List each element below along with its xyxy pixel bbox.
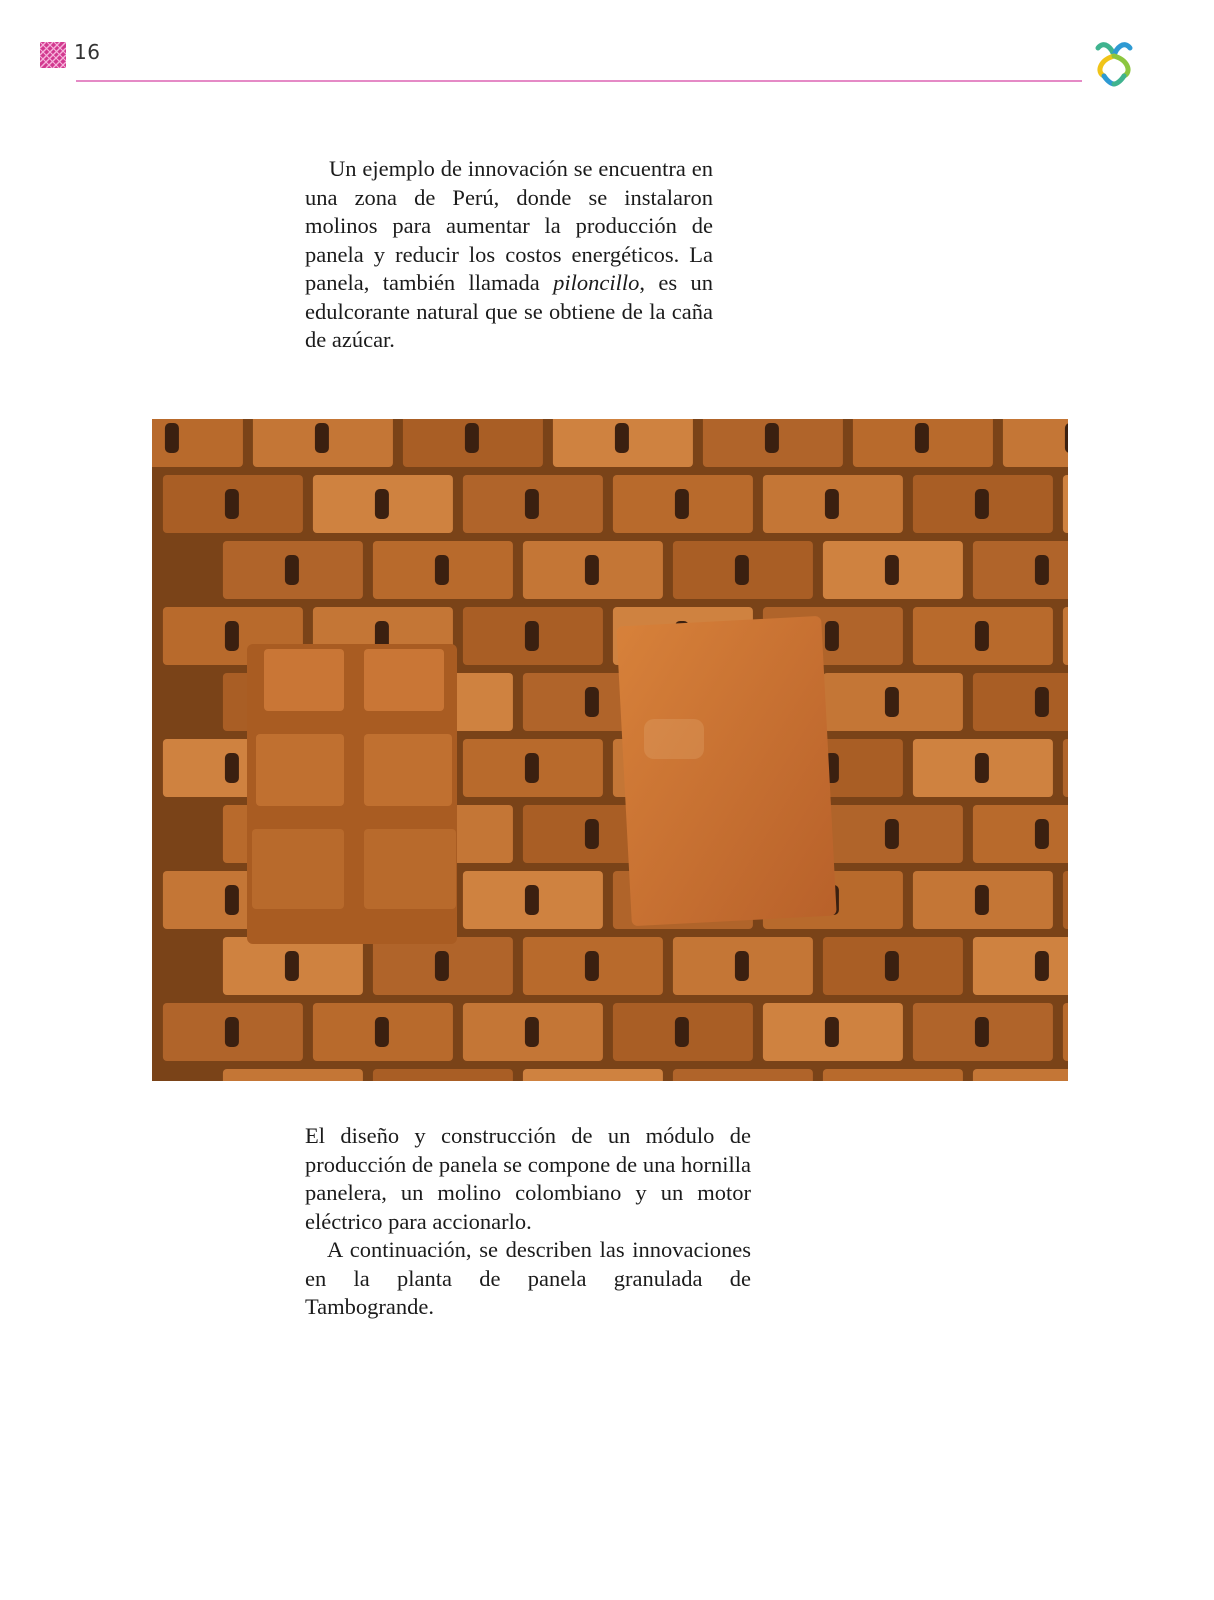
block-notch	[525, 753, 539, 783]
block-notch	[285, 951, 299, 981]
block-notch	[1035, 555, 1049, 585]
panela-block	[1003, 419, 1068, 467]
block-notch	[885, 555, 899, 585]
panela-block	[223, 1069, 363, 1081]
panela-block	[1063, 739, 1068, 797]
pink-pattern-square-icon	[40, 42, 66, 68]
panela-block	[973, 1069, 1068, 1081]
module-description	[305, 1122, 751, 1322]
block-notch	[825, 489, 839, 519]
panela-block	[973, 937, 1068, 995]
block-notch	[585, 819, 599, 849]
panela-block	[823, 1069, 963, 1081]
block-notch	[525, 489, 539, 519]
block-notch	[585, 951, 599, 981]
block-notch	[525, 621, 539, 651]
intro-paragraph	[305, 155, 713, 355]
block-notch	[885, 951, 899, 981]
block-notch	[585, 687, 599, 717]
intro-text-end: , es un edulcorante natural que se obtiene de la caña de azúcar.	[305, 270, 713, 352]
block-notch	[225, 753, 239, 783]
page-number: 16	[74, 40, 101, 64]
block-notch	[735, 555, 749, 585]
block-notch	[675, 489, 689, 519]
block-notch	[825, 621, 839, 651]
panela-block	[523, 1069, 663, 1081]
piloncillo-emphasis: piloncillo	[553, 270, 640, 295]
block-notch	[465, 423, 479, 453]
block-notch	[1035, 687, 1049, 717]
block-notch	[1035, 819, 1049, 849]
block-notch	[375, 1017, 389, 1047]
smooth-panela-block	[616, 616, 836, 926]
block-notch	[975, 753, 989, 783]
block-notch	[285, 555, 299, 585]
block-notch	[885, 819, 899, 849]
block-notch	[615, 423, 629, 453]
block-notch	[1065, 423, 1068, 453]
paragraph-innovations: A continuación, se describen las innovaciones en la planta de panela granulada de Tambogrande.	[305, 1237, 751, 1319]
segmented-panela-block	[247, 644, 457, 944]
block-notch	[735, 951, 749, 981]
block-notch	[315, 423, 329, 453]
block-notch	[225, 621, 239, 651]
panela-block	[1063, 871, 1068, 929]
block-notch	[825, 1017, 839, 1047]
block-notch	[675, 1017, 689, 1047]
block-notch	[525, 1017, 539, 1047]
block-notch	[225, 1017, 239, 1047]
block-notch	[525, 885, 539, 915]
block-notch	[975, 1017, 989, 1047]
panela-block	[973, 805, 1068, 863]
block-notch	[435, 555, 449, 585]
panela-block	[673, 1069, 813, 1081]
panela-block	[1063, 475, 1068, 533]
block-notch	[1035, 951, 1049, 981]
block-notch	[585, 555, 599, 585]
intro-text-start: Un ejemplo de innovación se encuentra en una zona de Perú, donde se instalaron molinos para aumentar la producción de panela y reducir los costos energéticos. La panela, también llamada	[305, 156, 713, 295]
panela-block	[1063, 607, 1068, 665]
block-notch	[435, 951, 449, 981]
block-notch	[975, 489, 989, 519]
colored-knot-logo-icon	[1090, 38, 1138, 88]
paragraph-module: El diseño y construcción de un módulo de producción de panela se compone de una hornilla panelera, un molino colombiano y un motor eléctrico para accionarlo.	[305, 1123, 751, 1234]
block-notch	[225, 489, 239, 519]
block-notch	[975, 621, 989, 651]
panela-block	[1063, 1003, 1068, 1061]
block-notch	[375, 489, 389, 519]
block-notch	[225, 885, 239, 915]
block-notch	[765, 423, 779, 453]
block-notch	[885, 687, 899, 717]
block-notch	[975, 885, 989, 915]
block-notch	[165, 423, 179, 453]
header-rule	[76, 80, 1082, 82]
panela-block	[973, 541, 1068, 599]
panela-block	[373, 1069, 513, 1081]
panela-blocks-photo	[152, 419, 1068, 1081]
panela-block	[973, 673, 1068, 731]
block-notch	[915, 423, 929, 453]
